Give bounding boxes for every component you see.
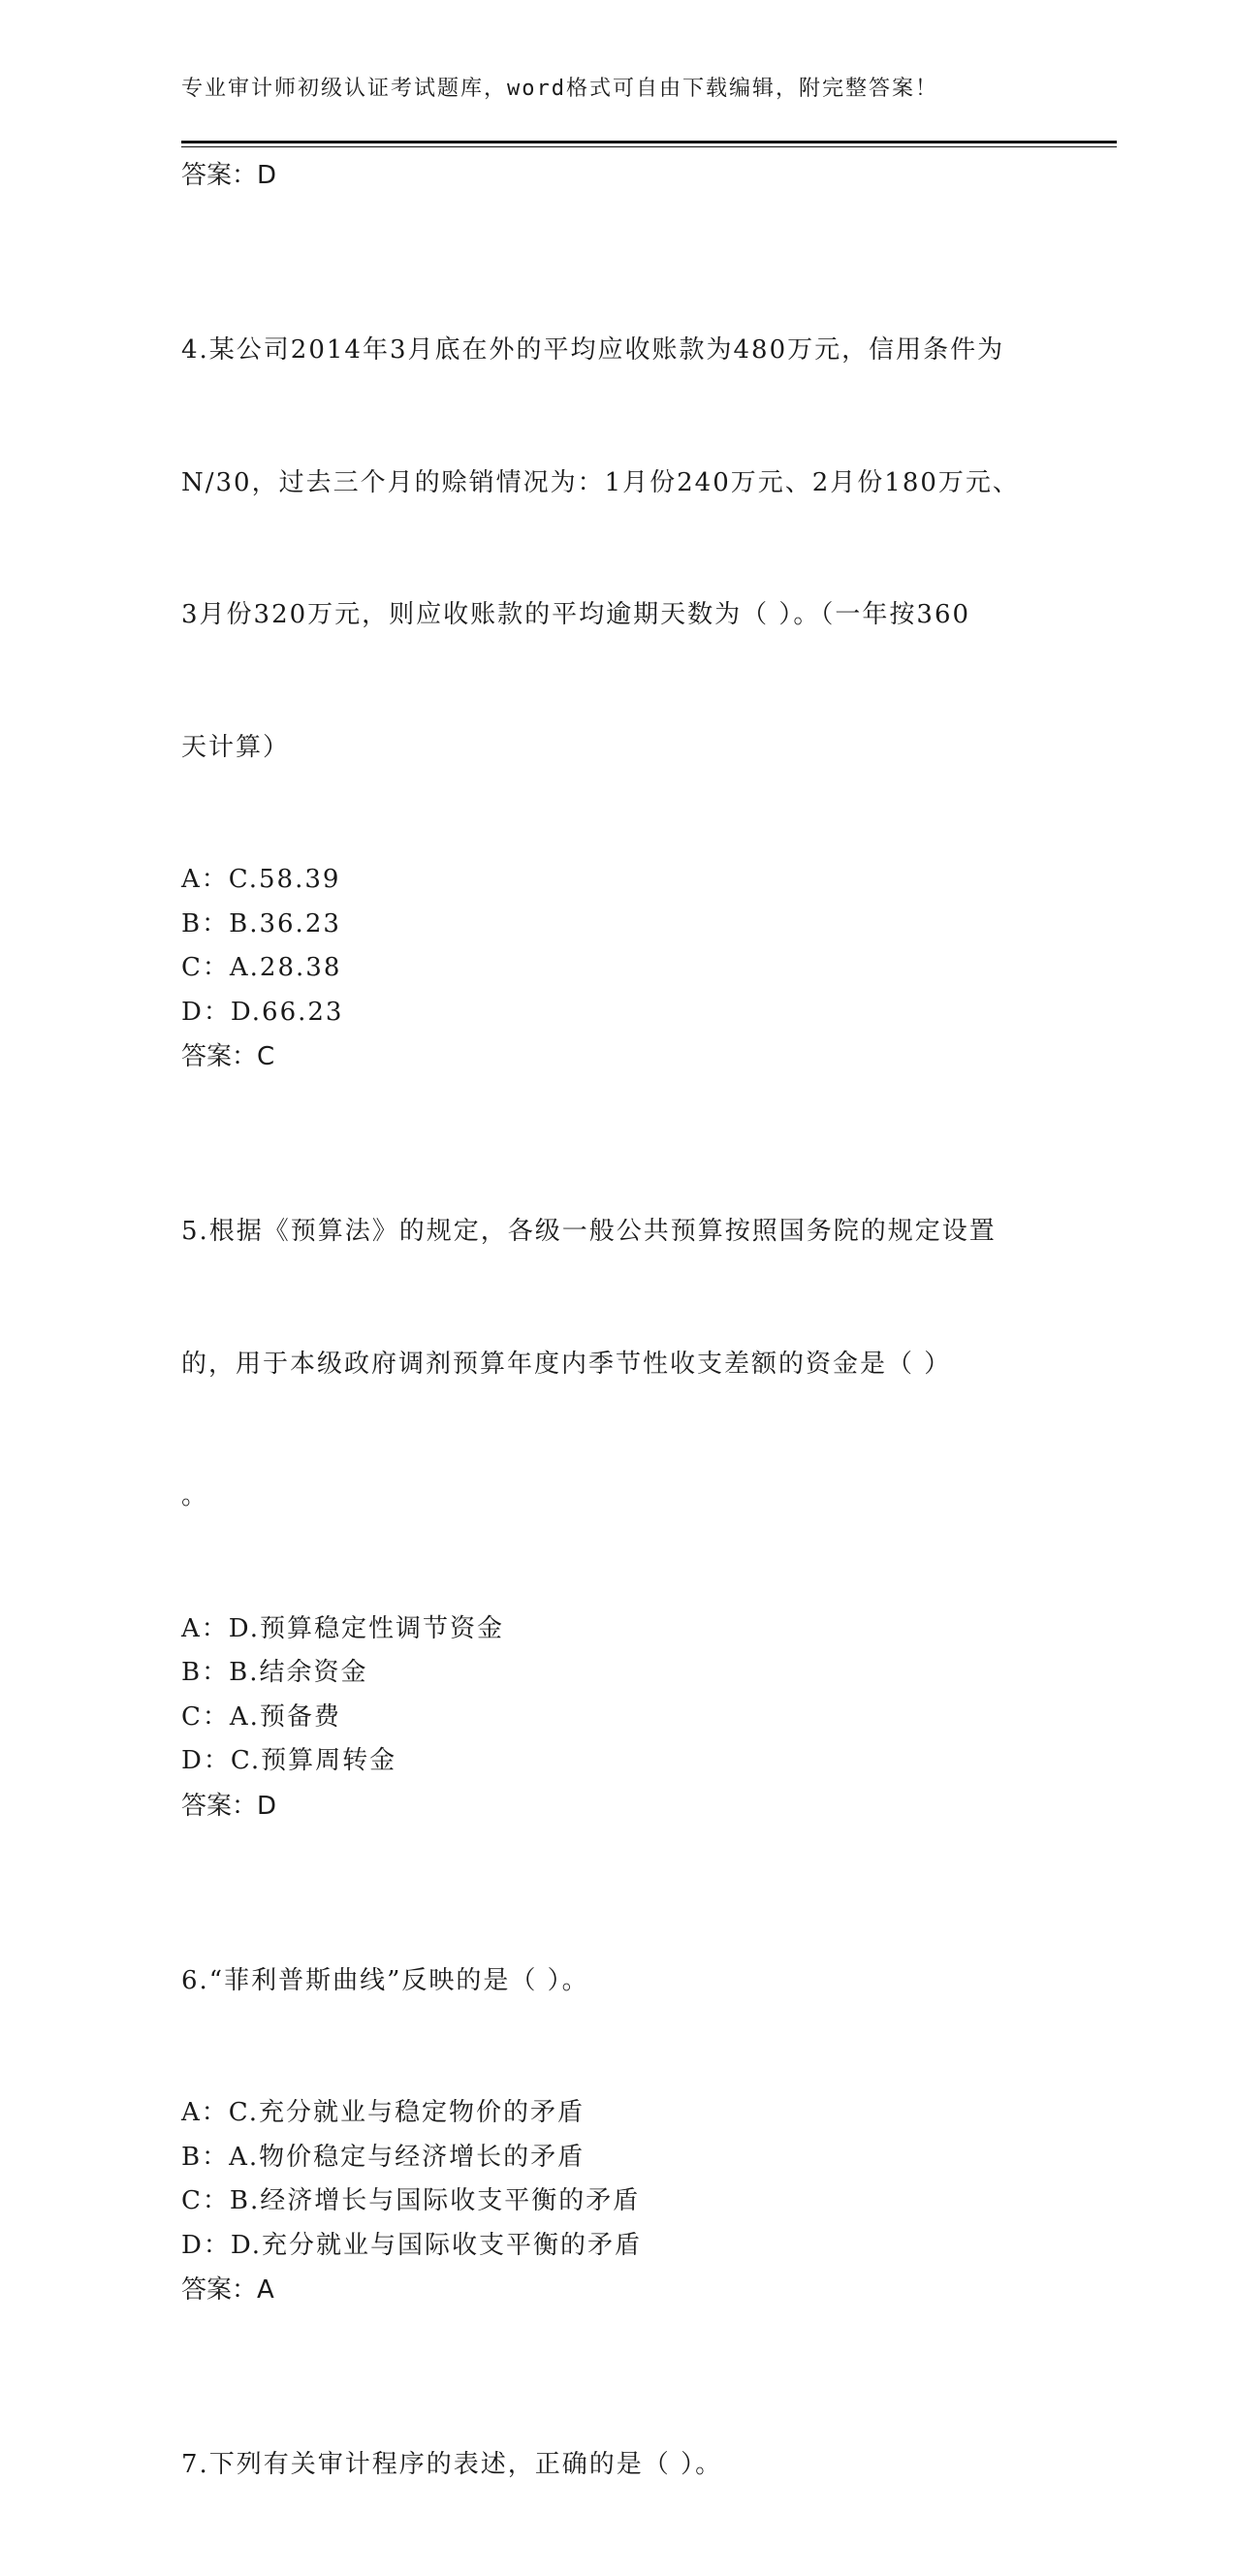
option-c: C：A.28.38 [181,953,342,982]
question-line: 4.某公司2014年3月底在外的平均应收账款为480万元，信用条件为 [181,335,1005,365]
question-line: 的，用于本级政府调剂预算年度内季节性收支差额的资金是（ ） [181,1349,952,1379]
question-stem [181,1871,1054,2092]
question-stem [181,2355,1054,2576]
question-6 [181,1871,1054,2313]
question-stem [181,1122,1054,1607]
option-b: B：A.物价稳定与经济增长的矛盾 [181,2142,586,2172]
question-line: 天计算） [181,732,291,762]
page-header-title: 专业审计师初级认证考试题库，word格式可自由下载编辑，附完整答案！ [181,77,938,101]
option-d: D：C.预算周转金 [181,1746,397,1775]
question-7 [181,2355,1054,2576]
question-line: 7.下列有关审计程序的表述，正确的是（ ）。 [181,2450,723,2479]
question-line: 5.根据《预算法》的规定，各级一般公共预算按照国务院的规定设置 [181,1217,997,1246]
question-line: 6.“菲利普斯曲线”反映的是（ ）。 [181,1965,589,1995]
question-stem [181,240,1054,858]
option-a: A：C.58.39 [181,865,341,894]
header-rule-thick [181,141,1117,143]
option-c: C：A.预备费 [181,1701,341,1732]
question-4 [181,240,1054,1079]
previous-answer: 答案：D [181,161,277,190]
question-5 [181,1122,1054,1829]
answer-line: 答案：C [181,1042,275,1071]
question-line: 。 [181,1481,209,1511]
header-rule-thin [181,146,1117,147]
question-list [181,153,1054,2576]
option-a: A：C.充分就业与稳定物价的矛盾 [181,2098,586,2127]
question-line: N/30，过去三个月的赊销情况为：1月份240万元、2月份180万元、 [181,467,1020,497]
option-c: C：B.经济增长与国际收支平衡的矛盾 [181,2186,641,2215]
option-b: B：B.结余资金 [181,1658,368,1687]
option-b: B：B.36.23 [181,908,341,938]
answer-line: 答案：A [181,2275,274,2305]
option-a: A：D.预算稳定性调节资金 [181,1613,504,1643]
option-d: D：D.充分就业与国际收支平衡的矛盾 [181,2230,643,2260]
question-line: 3月份320万元，则应收账款的平均逾期天数为（ ）。（一年按360 [181,600,971,629]
option-d: D：D.66.23 [181,997,344,1027]
answer-line: 答案：D [181,1791,277,1821]
